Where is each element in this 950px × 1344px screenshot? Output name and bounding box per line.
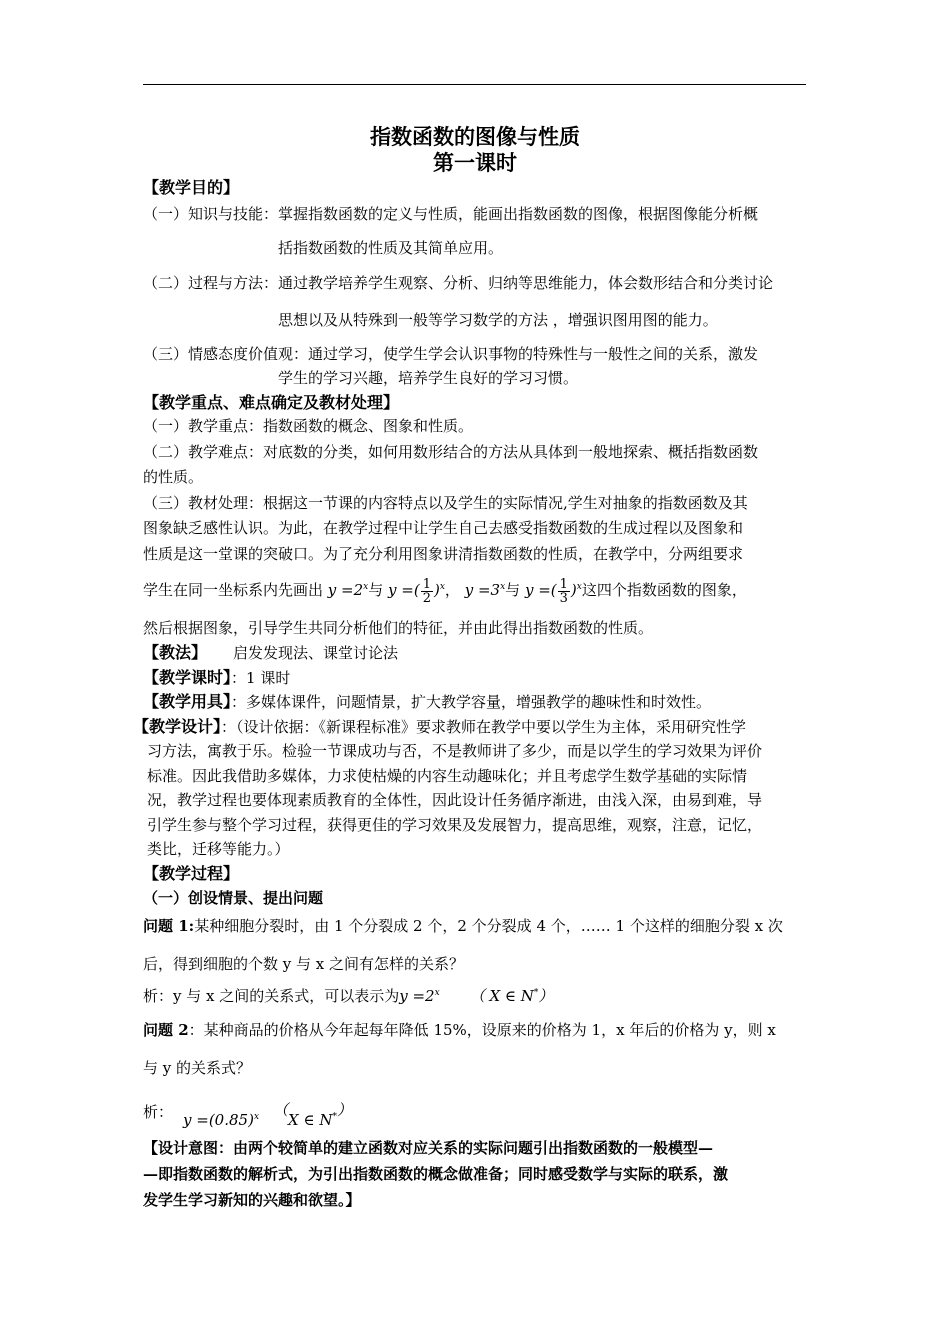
design-intent-line1: 【设计意图：由两个较简单的建立函数对应关系的实际问题引出指数函数的一般模型— [143,1139,714,1157]
formula-y-half-x [388,576,445,606]
design-text-1: ：（设计依据：《新课程标准》要求教师在教学中要以学生为主体，采用研究性学 [221,718,747,736]
goals-heading: 【教学目的】 [143,178,240,197]
formula-answer1-exp: x [434,988,440,998]
question1-line2: 后，得到细胞的个数 y 与 x 之间有怎样的关系？ [143,955,465,973]
fraction-third-den: 3 [559,590,568,606]
header-rule [143,84,806,85]
goal1-line1: （一）知识与技能：掌握指数函数的定义与性质，能画出指数函数的图像，根据图像能分析概 [143,205,759,223]
process-heading: 【教学过程】 [143,864,240,883]
question2-line2: 与 y 的关系式？ [143,1059,252,1077]
formula-answer1-base: y =2 [399,987,435,1005]
condition-answer2 [273,1101,352,1129]
condition-answer2-text: X ∈ N [288,1111,333,1129]
design-line6: 类比，迁移等能力。） [147,840,290,858]
fraction-one-third [558,578,570,605]
formula-answer2 [183,1111,259,1129]
fraction-one-half [421,578,433,605]
formula-y-3x-base: y =3 [464,581,501,599]
answer2-label: 析： [143,1103,174,1121]
question1-line1 [143,916,783,936]
formula-y-2x [328,581,368,599]
goal2-line2: 思想以及从特殊到一般等学习数学的方法 ，增强识图用图的能力。 [278,311,718,329]
period-text: ：1 课时 [231,669,291,687]
goal2-line1: （二）过程与方法：通过教学培养学生观察、分析、归纳等思维能力，体会数形结合和分类讨论 [143,274,774,292]
key3-line4-text-d: 与 [505,581,521,599]
fraction-third-num: 1 [559,576,568,592]
design-line2: 习方法，寓教于乐。检验一节课成功与否，不是教师讲了多少，而是以学生的学习效果为评价 [147,742,763,760]
design-intent-line2: —即指数函数的解析式，为引出指数函数的概念做准备；同时感受数学与实际的联系，激 [143,1165,729,1183]
formula-y-2x-base: y =2 [327,581,364,599]
key3-line5: 然后根据图象，引导学生共同分析他们的特征，并由此得出指数函数的性质。 [143,619,654,637]
condition-answer1-close: ） [538,987,554,1005]
goal3-line2: 学生的学习兴趣，培养学生良好的学习习惯。 [278,369,579,387]
condition-answer1-text: （ X ∈ N [469,987,534,1005]
question2-label: 问题 2 [143,1021,189,1039]
design-line5: 引学生参与整个学习过程，获得更佳的学习效果及发展智力，提高思维，观察，注意，记忆， [147,816,763,834]
formula-y-3x-exp: x [500,582,506,592]
design-line1 [133,717,746,737]
tools-text: ：多媒体课件，问题情景，扩大教学容量，增强教学的趣味性和时效性。 [231,693,712,711]
key3-line4-text-c: ， [444,581,460,599]
key3-line4-text-a: 学生在同一坐标系内先画出 [143,581,324,599]
key3-line4 [143,572,747,608]
condition-answer1 [470,987,554,1005]
goal1-line2: 括指数函数的性质及其简单应用。 [278,239,504,257]
key3-line4-text-b: 与 [368,581,384,599]
period-heading: 【教学课时】 [143,668,232,687]
formula-y-3x [465,581,505,599]
key3-line1: （三）教材处理：根据这一节课的内容特点以及学生的实际情况,学生对抽象的指数函数及其 [143,494,748,512]
fraction-half-den: 2 [422,590,431,606]
key3-line4-text-e: 这四个指数函数的图象， [581,581,747,599]
method-text: 启发发现法、课堂讨论法 [233,644,399,662]
goal3-line1: （三）情感态度价值观：通过学习，使学生学会认识事物的特殊性与一般性之间的关系，激发 [143,345,759,363]
formula-third-exp: x [576,582,582,592]
fraction-half-num: 1 [422,576,431,592]
design-heading: 【教学设计】 [133,717,222,736]
formula-third-open: y =( [524,581,557,599]
design-line3: 标准。因此我借助多媒体，力求使枯燥的内容生动趣味化；并且考虑学生数学基础的实际情 [147,767,748,785]
key1-line: （一）教学重点：指数函数的概念、图象和性质。 [143,417,474,435]
design-line4: 况，教学过程也要体现素质教育的全体性，因此设计任务循序渐进，由浅入深，由易到难，导 [147,791,763,809]
condition-answer2-open: （ [273,1101,289,1119]
answer2-line [143,1093,352,1137]
condition-answer2-star: * [332,1112,337,1122]
answer1-text: 析：y 与 x 之间的关系式，可以表示为 [143,987,400,1005]
key2-line2: 的性质。 [143,468,204,486]
period-line [143,668,290,688]
document-subtitle: 第一课时 [433,150,517,175]
step1-heading: （一）创设情景、提出问题 [143,889,324,907]
tools-heading: 【教学用具】 [143,692,232,711]
condition-answer1-star: * [533,988,539,998]
question2-text: ：某种商品的价格从今年起每年降低 15%，设原来的价格为 1，x 年后的价格为 y，则 x [188,1021,776,1039]
key3-line3: 性质是这一堂课的突破口。为了充分利用图象讲清指数函数的性质，在教学中，分两组要求 [143,545,744,563]
design-intent-line3: 发学生学习新知的兴趣和欲望。】 [143,1191,361,1209]
question1-label: 问题 1: [143,917,195,935]
formula-half-close: ) [433,581,440,599]
key2-line1: （二）教学难点：对底数的分类，如何用数形结合的方法从具体到一般地探索、概括指数函数 [143,443,759,461]
formula-answer2-exp: x [253,1112,260,1122]
question2-line1 [143,1020,776,1040]
tools-line [143,692,711,712]
key-heading: 【教学重点、难点确定及教材处理】 [143,393,400,412]
question1-text: 某种细胞分裂时，由 1 个分裂成 2 个，2 个分裂成 4 个，…… 1 个这样的细胞分裂 x 次 [194,917,783,935]
method-heading: 【教法】 [143,643,208,662]
formula-y-third-x [524,576,582,606]
formula-half-open: y =( [388,581,420,599]
key3-line2: 图象缺乏感性认识。为此，在教学过程中让学生自己去感受指数函数的生成过程以及图象和 [143,519,744,537]
formula-answer1 [399,987,439,1005]
method-line [143,643,398,663]
formula-y-2x-exp: x [363,582,369,592]
formula-half-exp: x [439,582,445,592]
answer1-line [143,986,553,1006]
condition-answer2-close: ） [336,1101,352,1119]
formula-answer2-base: y =(0.85) [183,1111,254,1129]
document-title: 指数函数的图像与性质 [370,124,580,149]
formula-third-close: ) [570,581,577,599]
